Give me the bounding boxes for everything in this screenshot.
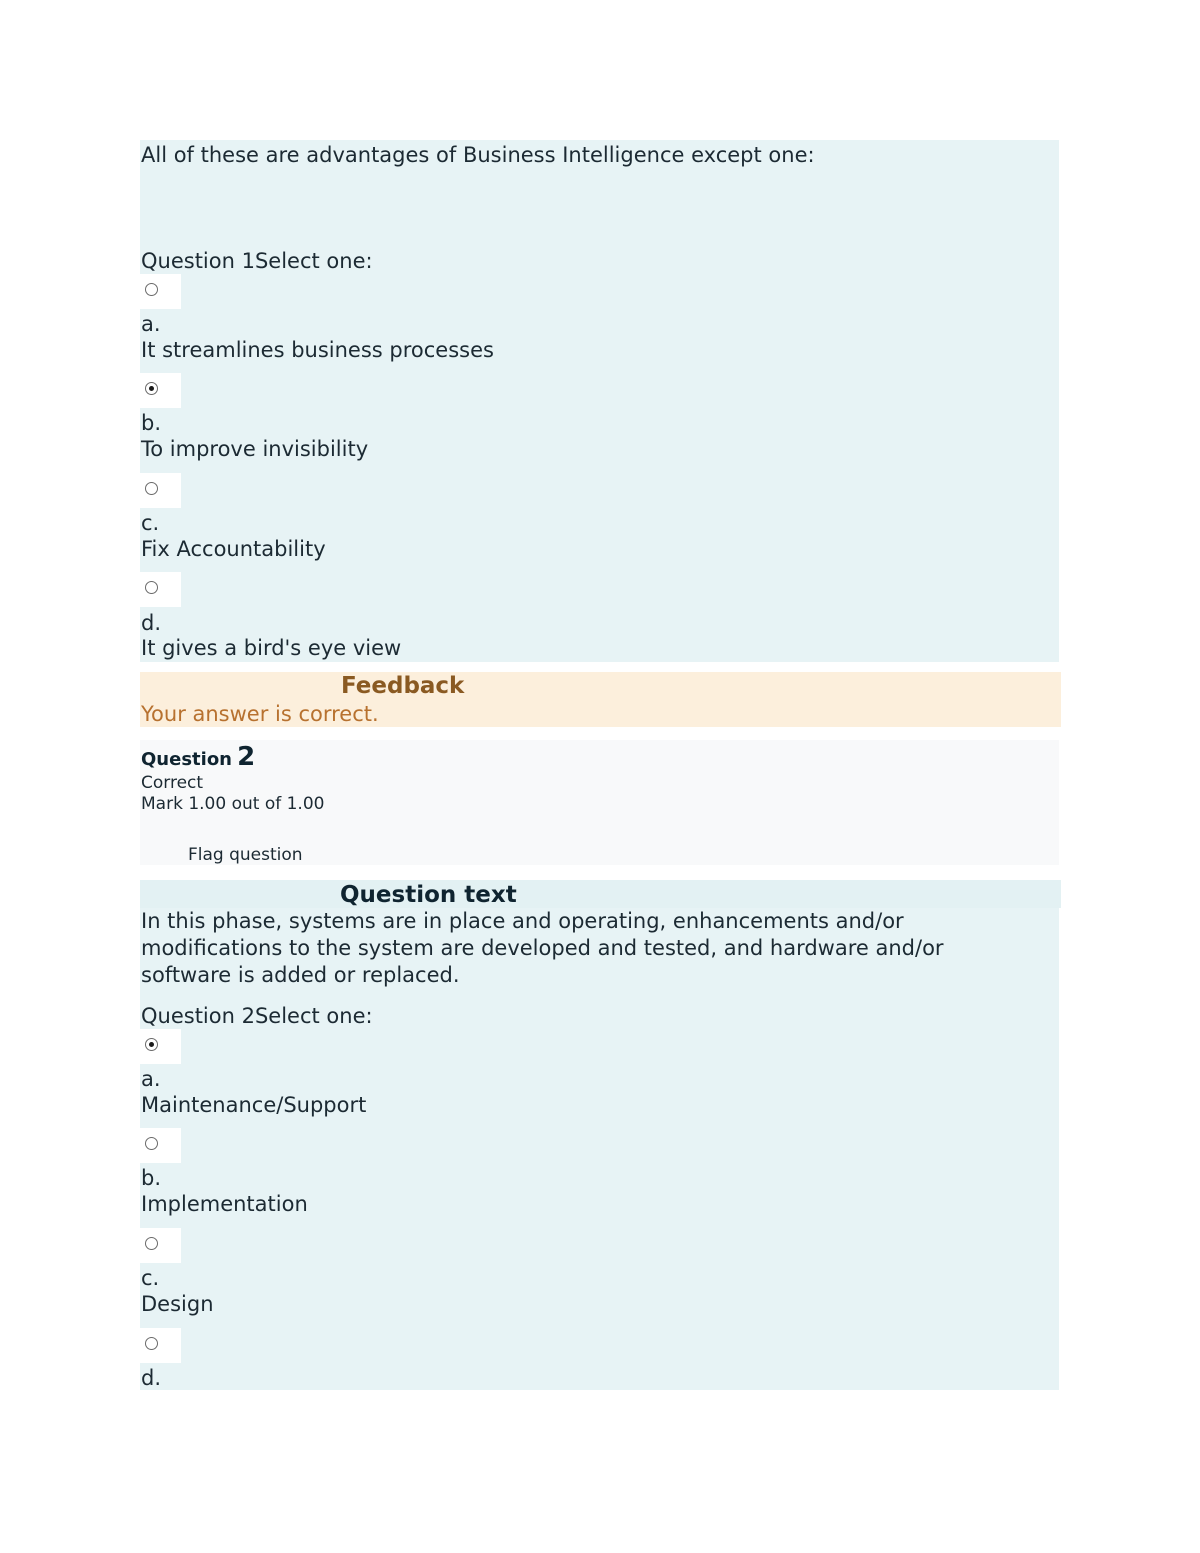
q2-option-a-letter: a. — [141, 1067, 161, 1091]
question-1-box — [140, 140, 1059, 662]
q2-option-b-letter: b. — [141, 1166, 162, 1190]
question-1-select-label: Question 1Select one: — [141, 249, 373, 273]
q2-option-a-text[interactable]: Maintenance/Support — [141, 1093, 367, 1117]
q1-option-c-letter: c. — [141, 511, 160, 535]
q2-option-a-radio-cell[interactable] — [140, 1029, 181, 1064]
question-2-title — [141, 742, 255, 772]
question-2-prompt-line-3: software is added or replaced. — [141, 963, 460, 987]
question-2-mark: Mark 1.00 out of 1.00 — [141, 794, 325, 814]
q1-option-d-radio[interactable] — [145, 581, 158, 594]
q2-option-b-text[interactable]: Implementation — [141, 1192, 308, 1216]
q2-option-c-radio[interactable] — [145, 1237, 158, 1250]
feedback-heading: Feedback — [341, 673, 465, 699]
question-text-heading: Question text — [340, 882, 517, 908]
q1-option-c-text[interactable]: Fix Accountability — [141, 537, 326, 561]
q2-option-d-radio-cell[interactable] — [140, 1328, 181, 1363]
q1-option-a-radio-cell[interactable] — [140, 274, 181, 309]
q2-option-d-radio[interactable] — [145, 1337, 158, 1350]
q2-option-d-letter: d. — [141, 1366, 162, 1390]
question-2-prompt-line-1: In this phase, systems are in place and operating, enhancements and/or — [141, 909, 904, 933]
question-2-status: Correct — [141, 773, 204, 793]
question-1-prompt: All of these are advantages of Business Intelligence except one: — [141, 143, 815, 167]
question-2-prompt-line-2: modifications to the system are developed and tested, and hardware and/or — [141, 936, 944, 960]
flag-question-link[interactable]: Flag question — [188, 845, 303, 865]
question-2-select-label: Question 2Select one: — [141, 1004, 373, 1028]
q1-option-b-radio-cell[interactable] — [140, 373, 181, 408]
question-2-number: 2 — [237, 742, 256, 772]
question-text-heading-bg — [140, 880, 1061, 908]
feedback-text: Your answer is correct. — [141, 702, 379, 726]
q2-option-b-radio[interactable] — [145, 1137, 158, 1150]
q1-option-c-radio[interactable] — [145, 482, 158, 495]
q1-option-a-radio[interactable] — [145, 283, 158, 296]
q1-option-b-text[interactable]: To improve invisibility — [141, 437, 369, 461]
q2-option-c-letter: c. — [141, 1266, 160, 1290]
q2-option-b-radio-cell[interactable] — [140, 1128, 181, 1163]
q1-option-a-letter: a. — [141, 312, 161, 336]
q2-option-a-radio[interactable] — [145, 1038, 158, 1051]
q1-option-d-letter: d. — [141, 611, 162, 635]
q2-option-c-text[interactable]: Design — [141, 1292, 214, 1316]
q1-option-a-text[interactable]: It streamlines business processes — [141, 338, 494, 362]
q1-option-d-text[interactable]: It gives a bird's eye view — [141, 636, 402, 660]
q1-option-b-radio[interactable] — [145, 382, 158, 395]
q2-option-c-radio-cell[interactable] — [140, 1228, 181, 1263]
question-2-label: Question — [141, 749, 232, 770]
q1-option-b-letter: b. — [141, 411, 162, 435]
q1-option-d-radio-cell[interactable] — [140, 572, 181, 607]
q1-option-c-radio-cell[interactable] — [140, 473, 181, 508]
